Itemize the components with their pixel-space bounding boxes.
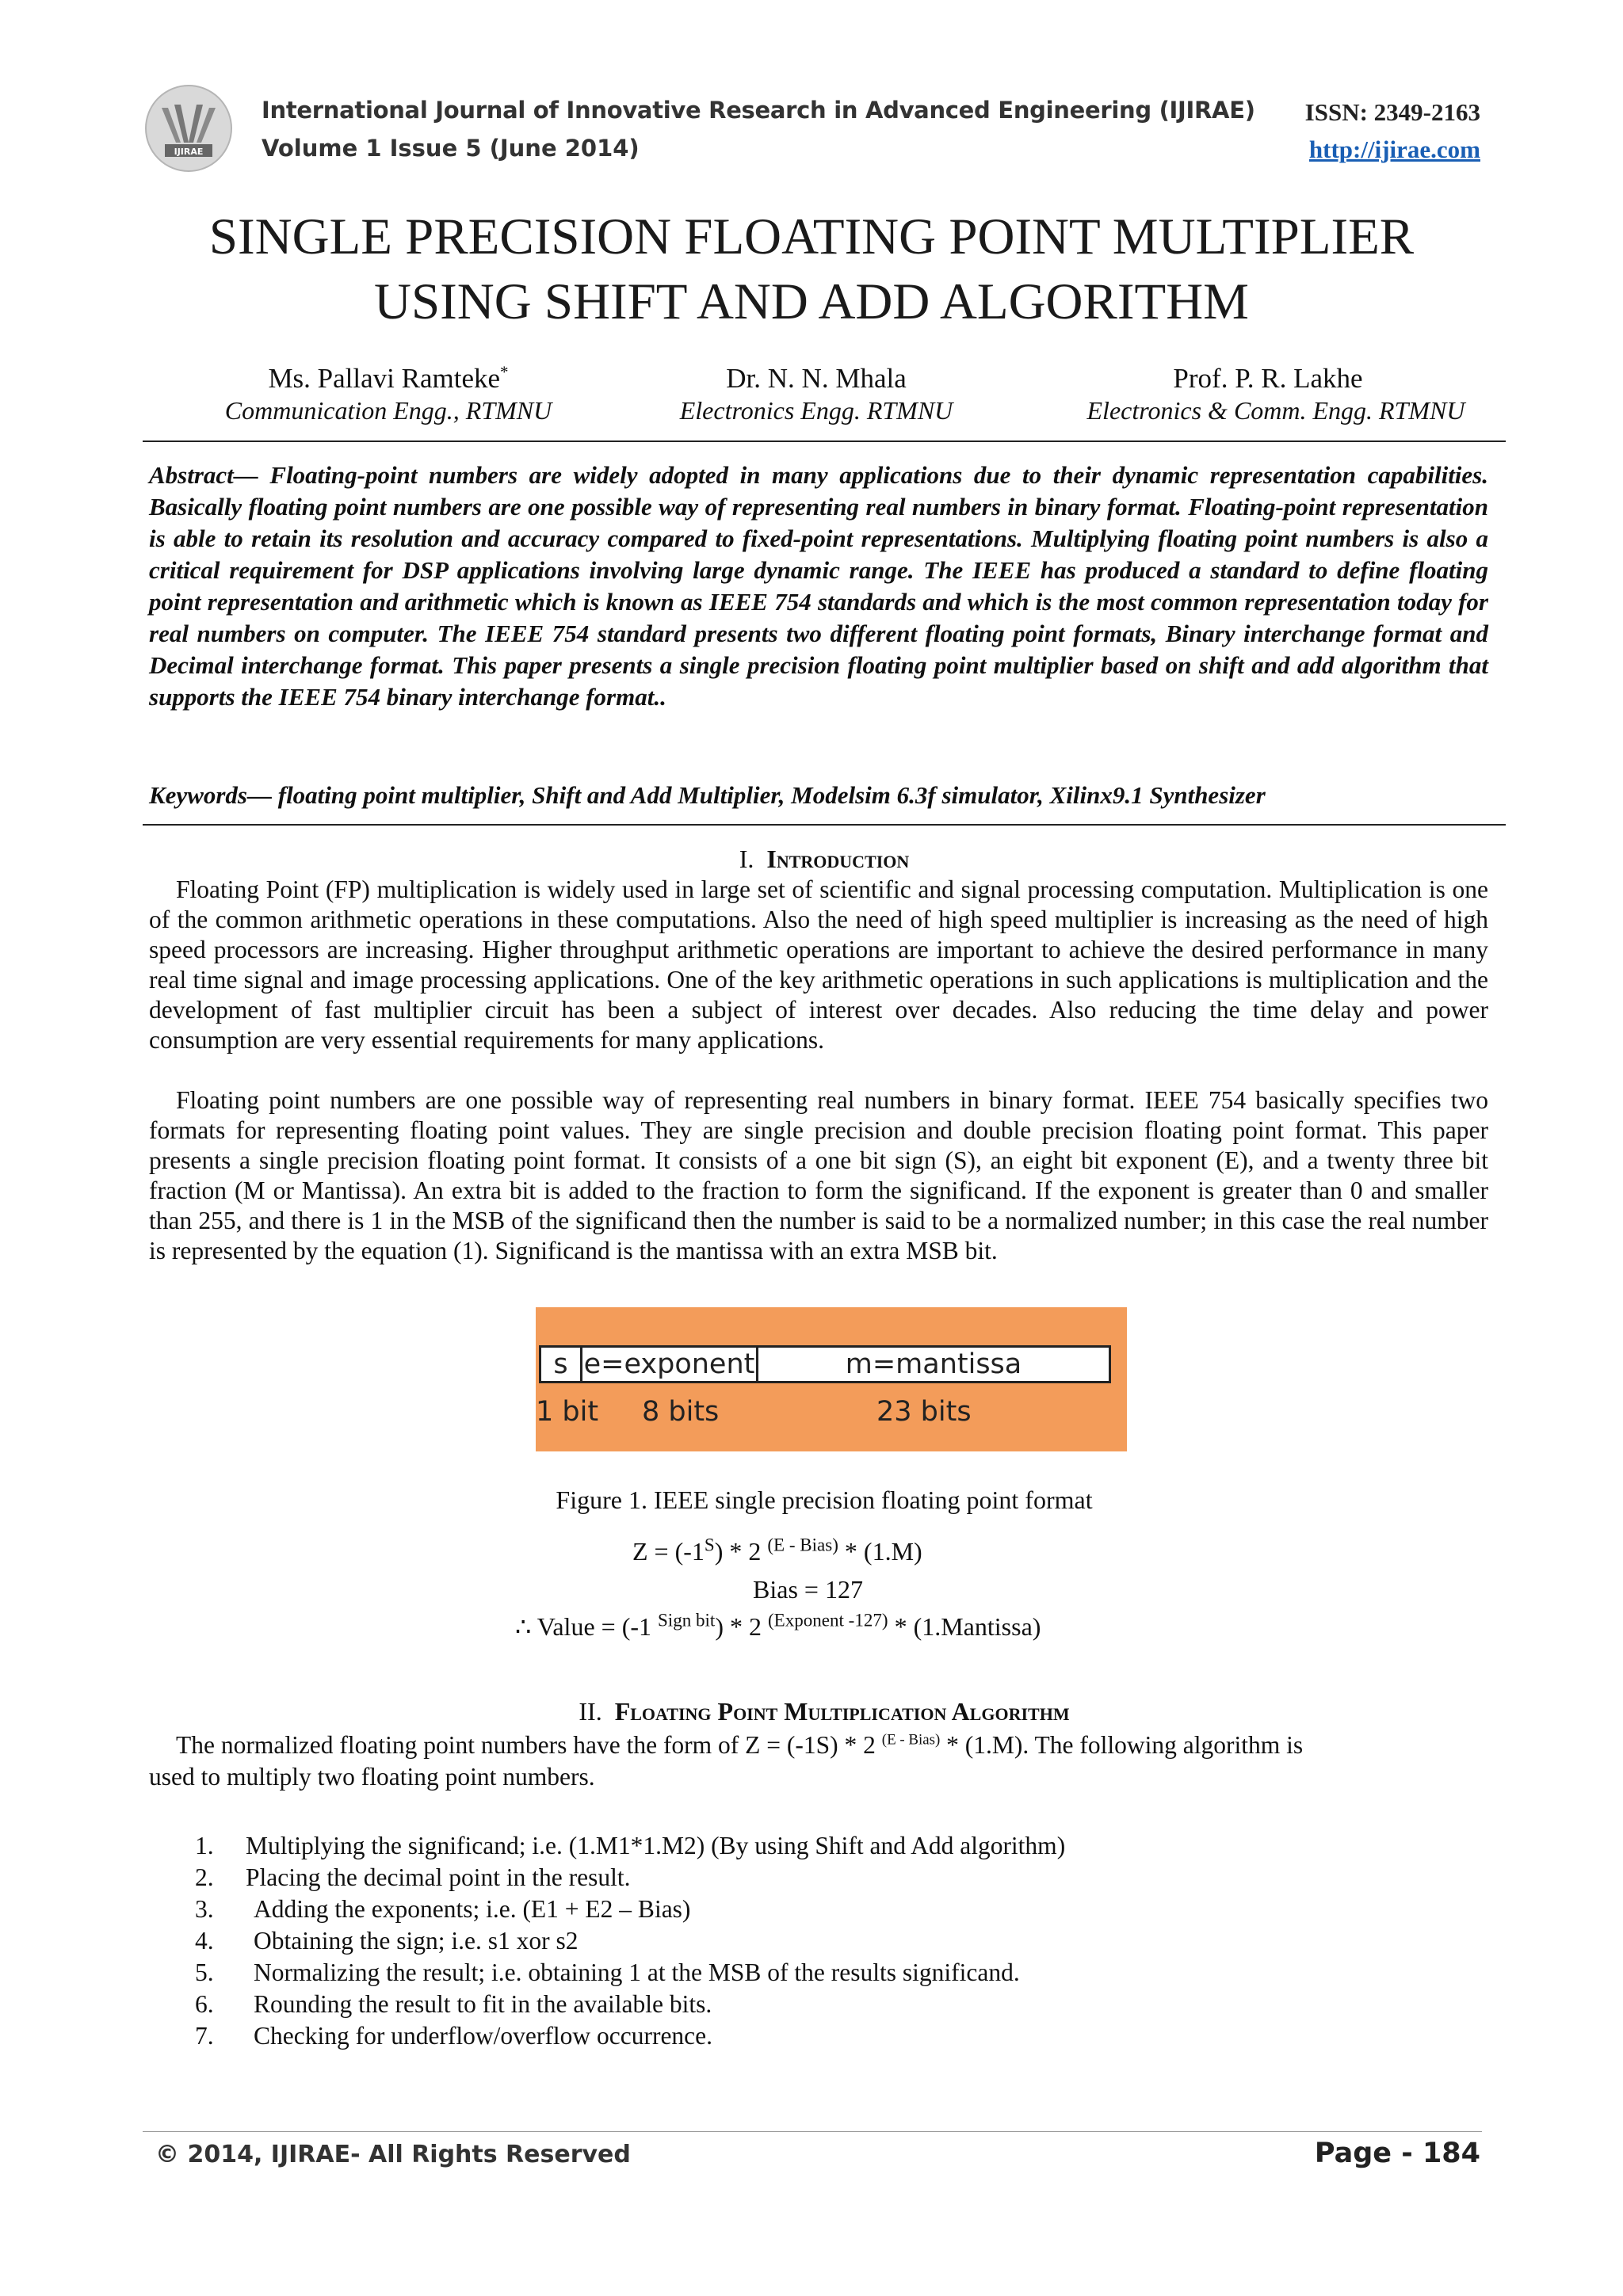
journal-logo-icon (144, 84, 233, 173)
author-2-affiliation: Electronics Engg. RTMNU (679, 396, 953, 425)
eq2-sup-sign: Sign bit (658, 1609, 716, 1630)
list-item (195, 1989, 1463, 2020)
list-item (195, 1957, 1463, 1989)
footer-divider (143, 2131, 1482, 2132)
author-1-mark: * (500, 362, 509, 382)
author-1-name: Ms. Pallavi Ramteke (268, 363, 501, 394)
section-1-numeral: I. (739, 845, 754, 873)
sign-bits-label: 1 bit (536, 1396, 599, 1428)
sign-field: s (541, 1348, 582, 1381)
section-2-intro-line-2: used to multiply two floating point numbers. (149, 1763, 595, 1791)
logo-lettering: IJIRAE (174, 147, 204, 157)
copyright-notice: © 2014, IJIRAE- All Rights Reserved (155, 2141, 631, 2168)
journal-name: International Journal of Innovative Research in Advanced Engineering (IJIRAE) (262, 97, 1255, 124)
paper-title-line-1: SINGLE PRECISION FLOATING POINT MULTIPLIER (208, 208, 1415, 265)
list-item-text: Adding the exponents; i.e. (E1 + E2 – Bias) (254, 1895, 691, 1923)
list-item-text: Checking for underflow/overflow occurrence. (254, 2022, 713, 2050)
eq2-sup-exponent: (Exponent -127) (767, 1609, 888, 1630)
mantissa-bits-label: 23 bits (876, 1396, 972, 1428)
figure-1-caption: Figure 1. IEEE single precision floating point format (556, 1486, 1093, 1514)
list-item-text: Multiplying the significand; i.e. (1.M1*1.M2) (By using Shift and Add algorithm) (246, 1832, 1066, 1859)
author-2: Dr. N. N. Mhala (726, 363, 907, 394)
section-2-heading (143, 1697, 1506, 1726)
author-1 (190, 363, 586, 395)
list-item-text: Normalizing the result; i.e. obtaining 1 at the MSB of the results significand. (254, 1958, 1020, 1986)
section-2-intro-part-b: * (1.M). The following algorithm is (940, 1731, 1304, 1759)
list-item-number: 6. (195, 1990, 214, 2018)
eq2-part-a: ∴ Value = (-1 (515, 1612, 651, 1641)
eq1-part-b: ) * 2 (714, 1537, 762, 1566)
list-item-number: 7. (195, 2022, 214, 2050)
list-item-number: 2. (195, 1863, 214, 1891)
algorithm-steps-list (195, 1830, 1463, 2052)
section-1-title: Introduction (766, 845, 910, 873)
section-2-title: Floating Point Multiplication Algorithm (614, 1697, 1070, 1726)
list-item (195, 1925, 1463, 1957)
eq1-sup-exponent: (E - Bias) (767, 1534, 838, 1555)
exponent-field: e=exponent (582, 1348, 758, 1381)
list-item-text: Obtaining the sign; i.e. s1 xor s2 (254, 1927, 579, 1955)
journal-url-link[interactable]: http://ijirae.com (1308, 135, 1480, 163)
list-item-text: Placing the decimal point in the result. (246, 1863, 631, 1891)
divider (143, 441, 1506, 442)
section-2-intro-part-a: The normalized floating point numbers have the form of Z = (-1S) * 2 (176, 1731, 876, 1759)
issn: ISSN: 2349-2163 (1304, 98, 1480, 126)
list-item (195, 1894, 1463, 1925)
mantissa-field: m=mantissa (845, 1348, 1022, 1380)
section-1-heading (143, 845, 1506, 874)
eq1-part-c: * (1.M) (838, 1537, 922, 1566)
journal-volume: Volume 1 Issue 5 (June 2014) (262, 135, 640, 162)
intro-paragraph-2: Floating point numbers are one possible way of representing real numbers in binary format. IEEE 754 basically specifies two formats for representing floating point values. They are single precision and double precision floating point format. This paper presents a single precision floating point format. It consists of a one bit sign (S), an eight bit exponent (E), and a twenty three bit fraction (M or Mantissa). An extra bit is added to the fraction to form the significand. If the exponent is greater than 0 and smaller than 255, and there is 1 in the MSB of the significand then the number is said to be a normalized number; in this case the real number is represented by the equation (1). Significand is the mantissa with an extra MSB bit. (149, 1086, 1488, 1264)
page-number: Page - 184 (1314, 2138, 1480, 2169)
eq2-part-c: * (1.Mantissa) (888, 1612, 1041, 1641)
figure-1-format-diagram (536, 1307, 1127, 1451)
divider (143, 824, 1506, 826)
exponent-bits-label: 8 bits (642, 1396, 720, 1428)
list-item-number: 1. (195, 1832, 214, 1859)
equation-2 (515, 1611, 1041, 1642)
eq1-sup-sign: S (704, 1534, 715, 1555)
eq2-part-b: ) * 2 (715, 1612, 762, 1641)
paper-title-line-2: USING SHIFT AND ADD ALGORITHM (374, 273, 1249, 330)
list-item-number: 4. (195, 1927, 214, 1955)
format-bit-field (539, 1345, 1111, 1383)
section-2-numeral: II. (579, 1697, 602, 1726)
intro-paragraph-1: Floating Point (FP) multiplication is widely used in large set of scientific and signal processing computation. Multiplication is one of the common arithmetic operations in these computations. Also the need of high speed multiplier is increasing as the need of high speed processors are increasing. Higher throughput arithmetic operations are important to achieve the desired performance in many real time signal and image processing applications. One of the key arithmetic operations in such applications is multiplication and the development of fast multiplier circuit has been a subject of interest over decades. Also reducing the time delay and power consumption are very essential requirements for many applications. (149, 875, 1488, 1054)
author-1-affiliation: Communication Engg., RTMNU (224, 396, 552, 425)
list-item-text: Rounding the result to fit in the available bits. (254, 1990, 712, 2018)
section-2-intro-sup: (E - Bias) (881, 1731, 941, 1749)
equation-1 (632, 1534, 922, 1566)
eq1-part-a: Z = (-1 (632, 1537, 705, 1566)
bias-equation: Bias = 127 (753, 1575, 863, 1604)
list-item-number: 3. (195, 1895, 214, 1923)
section-2-intro-line-1 (149, 1730, 1488, 1760)
list-item-number: 5. (195, 1958, 214, 1986)
list-item (195, 2020, 1463, 2052)
abstract: Abstract— Floating-point numbers are widely adopted in many applications due to their dynamic representation capabilities. Basically floating point numbers are one possible way of representing real numbers in binary format. Floating-point representation is able to retain its resolution and accuracy compared to fixed-point representations. Multiplying floating point numbers is also a critical requirement for DSP applications involving large dynamic range. The IEEE has produced a standard to define floating point representation and arithmetic which is known as IEEE 754 standards and which is the most common representation today for real numbers on computer. The IEEE 754 standard presents two different floating point formats, Binary interchange format and Decimal interchange format. This paper presents a single precision floating point multiplier based on shift and add algorithm that supports the IEEE 754 binary interchange format.. (149, 461, 1488, 711)
list-item (195, 1830, 1463, 1862)
author-3: Prof. P. R. Lakhe (1173, 363, 1363, 394)
list-item (195, 1862, 1463, 1894)
author-3-affiliation: Electronics & Comm. Engg. RTMNU (1086, 396, 1465, 425)
keywords: Keywords— floating point multiplier, Shift and Add Multiplier, Modelsim 6.3f simulator, Xilinx9.1 Synthesizer (149, 781, 1266, 809)
